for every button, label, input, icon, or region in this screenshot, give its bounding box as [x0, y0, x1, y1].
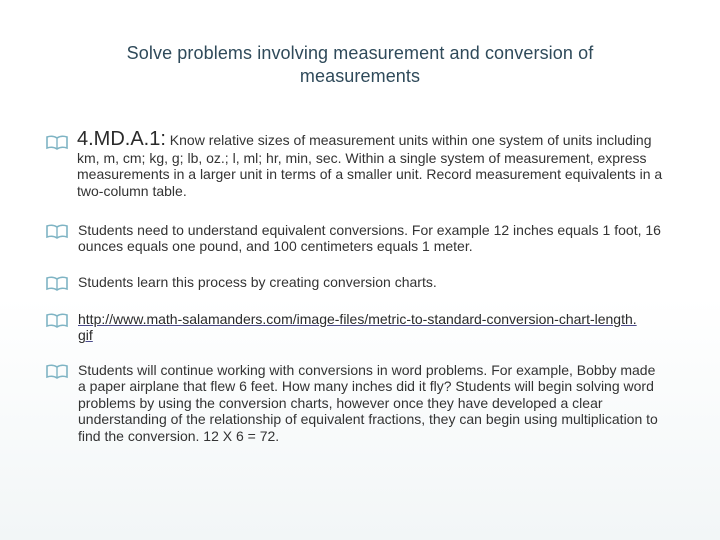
bullet-2-text: Students learn this process by creating conversion charts.	[78, 274, 437, 290]
standard-text-block	[77, 128, 666, 199]
slide-title-line-1: Solve problems involving measurement and conversion of	[126, 43, 594, 63]
book-icon	[46, 223, 68, 239]
bullet-2	[46, 274, 666, 291]
slide-title	[90, 42, 630, 88]
bullet-4-text: Students will continue working with conversions in word problems. For example, Bobby made a paper airplane that flew 6 feet. How many inches did it fly? Students will begin solving word problems by using the conversion charts, however once they have developed a clear understanding of the relationship of equivalent fractions, they can begin using multiplication to find the conversion. 12 X 6 = 72.	[78, 362, 658, 444]
bullet-3-text	[78, 311, 638, 344]
slide-title-line-2: measurements	[299, 66, 421, 86]
bullet-1	[46, 222, 666, 255]
bullet-1-text: Students need to understand equivalent conversions. For example 12 inches equals 1 foot, 16 ounces equals one pound, and 100 centimeters equals 1 meter.	[78, 222, 661, 255]
book-icon	[46, 134, 68, 150]
book-icon	[46, 312, 68, 328]
standard-description: Know relative sizes of measurement units within one system of units including km, m, cm; kg, g; lb, oz.; l, ml; hr, min, sec. Within a single system of measurement, express measurements in a larger unit in terms of a smaller unit. Record measurement equivalents in a two-column table.	[77, 132, 663, 199]
bullet-standard	[46, 128, 666, 199]
book-icon	[46, 275, 68, 291]
book-icon	[46, 363, 68, 379]
bullet-3	[46, 311, 666, 344]
standard-code: 4.MD.A.1:	[77, 128, 166, 150]
conversion-chart-link[interactable]: http://www.math-salamanders.com/image-files/metric-to-standard-conversion-chart-length.gif	[78, 311, 637, 344]
bullet-4	[46, 362, 666, 444]
